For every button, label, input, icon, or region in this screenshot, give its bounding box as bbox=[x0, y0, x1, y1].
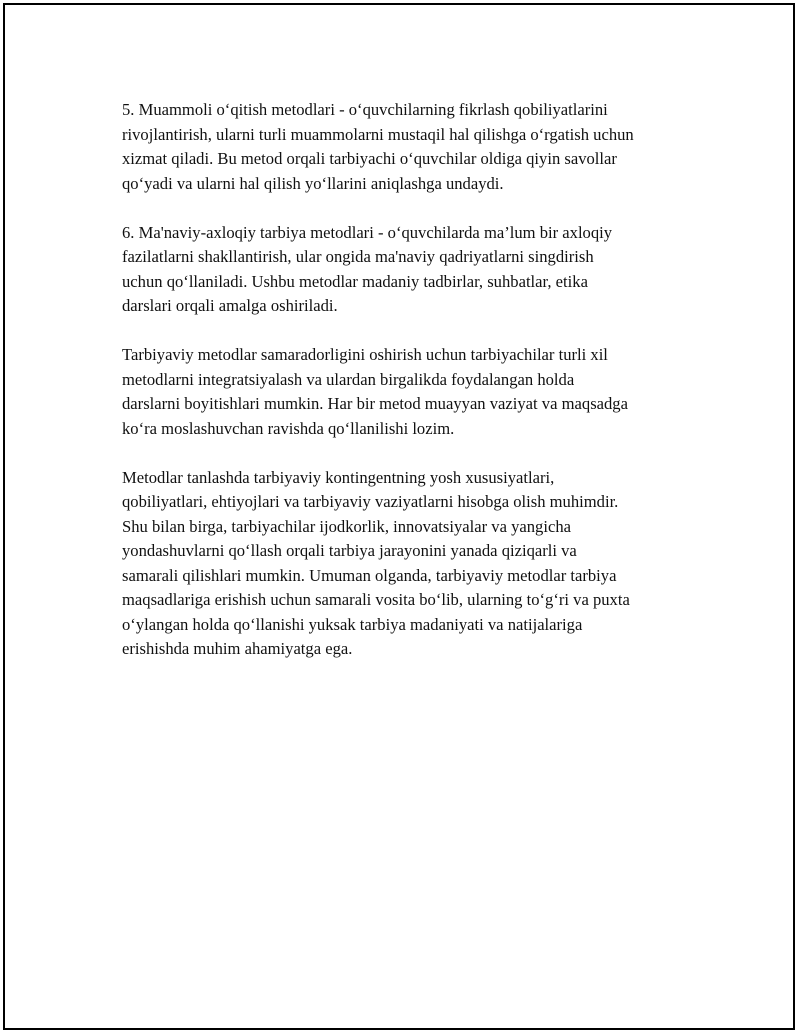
text-line: Metodlar tanlashda tarbiyaviy kontingentning yosh xususiyatlari, bbox=[122, 467, 555, 487]
text-line: erishishda muhim ahamiyatga ega. bbox=[122, 639, 353, 658]
text-line: darslari orqali amalga oshiriladi. bbox=[122, 296, 338, 315]
text-line: 6. Ma'naviy-axloqiy tarbiya metodlari - o‘quvchilarda ma’lum bir axloqiy bbox=[122, 222, 613, 242]
text-line: rivojlantirish, ularni turli muammolarni mustaqil hal qilishga o‘rgatish uchun bbox=[122, 124, 634, 144]
text-line: Tarbiyaviy metodlar samaradorligini oshirish uchun tarbiyachilar turli xil bbox=[122, 345, 608, 364]
paragraph-spacer bbox=[122, 441, 702, 466]
text-line: maqsadlariga erishish uchun samarali vosita bo‘lib, ularning to‘g‘ri va puxta bbox=[122, 590, 630, 609]
paragraph-spacer bbox=[122, 319, 702, 344]
text-line: xizmat qiladi. Bu metod orqali tarbiyachi o‘quvchilar oldiga qiyin savollar bbox=[122, 149, 617, 168]
text-line: metodlarni integratsiyalash va ulardan birgalikda foydalangan holda bbox=[122, 369, 575, 389]
page-frame bbox=[3, 3, 795, 1030]
text-line: Shu bilan birga, tarbiyachilar ijodkorlik, innovatsiyalar va yangicha bbox=[122, 516, 571, 536]
text-line: darslarni boyitishlari mumkin. Har bir metod muayyan vaziyat va maqsadga bbox=[122, 394, 628, 413]
text-line: 5. Muammoli o‘qitish metodlari - o‘quvchilarning fikrlash qobiliyatlarini bbox=[122, 100, 608, 119]
text-line: o‘ylangan holda qo‘llanishi yuksak tarbiya madaniyati va natijalariga bbox=[122, 614, 583, 634]
text-line: qo‘yadi va ularni hal qilish yo‘llarini aniqlashga undaydi. bbox=[122, 173, 504, 193]
text-line: qobiliyatlari, ehtiyojlari va tarbiyaviy vaziyatlarni hisobga olish muhimdir. bbox=[122, 492, 619, 511]
text-line: samarali qilishlari mumkin. Umuman olganda, tarbiyaviy metodlar tarbiya bbox=[122, 565, 617, 585]
paragraph-xulosa bbox=[122, 466, 702, 662]
text-line: yondashuvlarni qo‘llash orqali tarbiya jarayonini yanada qiziqarli va bbox=[122, 541, 577, 560]
paragraph-muammoli-metodlar bbox=[122, 98, 702, 196]
text-line: fazilatlarni shakllantirish, ular ongida ma'naviy qadriyatlarni singdirish bbox=[122, 247, 594, 266]
text-line: ko‘ra moslashuvchan ravishda qo‘llanilishi lozim. bbox=[122, 418, 455, 438]
paragraph-samaradorlik bbox=[122, 343, 702, 441]
paragraph-spacer bbox=[122, 196, 702, 221]
paragraph-manaviy-metodlar bbox=[122, 221, 702, 319]
document-body bbox=[122, 98, 702, 662]
text-line: uchun qo‘llaniladi. Ushbu metodlar madaniy tadbirlar, suhbatlar, etika bbox=[122, 271, 588, 291]
